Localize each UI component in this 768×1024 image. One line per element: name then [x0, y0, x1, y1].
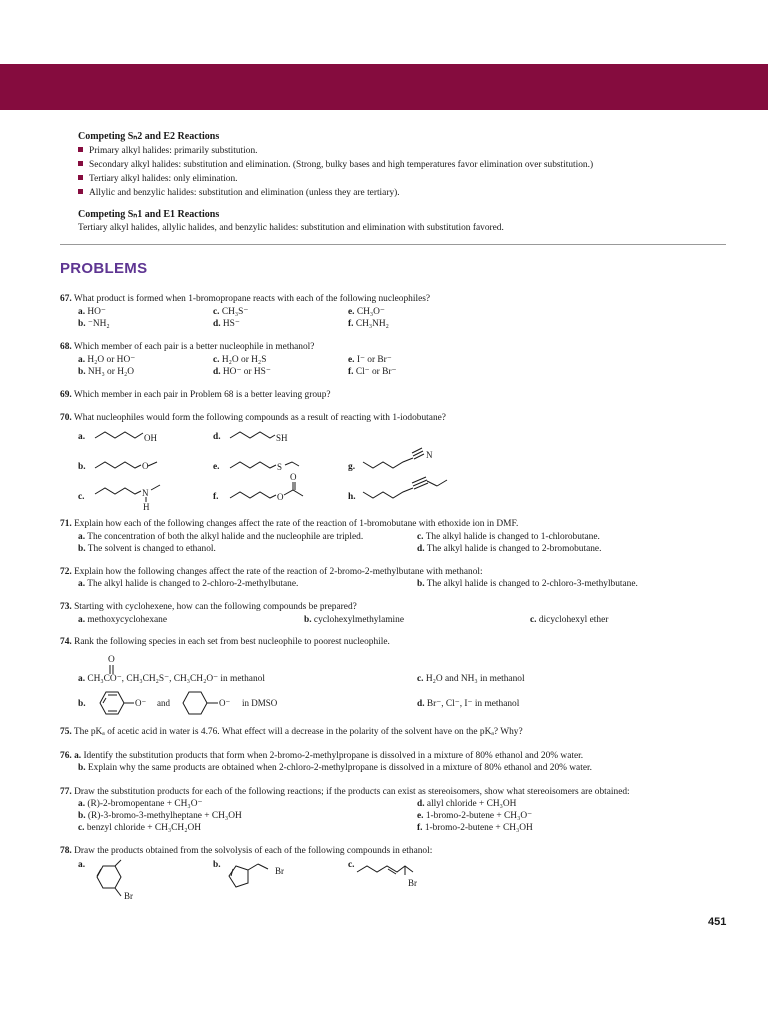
sn1-e1-text: Tertiary alkyl halides, allylic halides, and benzylic halides: substitution and elimination with substitution favored.	[78, 223, 504, 233]
item-letter: c.	[417, 674, 424, 684]
item-letter: a.	[78, 432, 86, 442]
label-oh: OH	[144, 433, 157, 443]
item-letter: b.	[78, 699, 86, 709]
item-letter: b.	[78, 544, 86, 554]
problems-heading: PROBLEMS	[60, 260, 148, 277]
problem-number: 69.	[60, 390, 72, 400]
item-letter: a.	[78, 355, 86, 365]
item-letter: f.	[348, 367, 354, 377]
bromine-label: Br	[275, 866, 284, 876]
item-text: methoxycyclohexane	[87, 615, 168, 625]
item-letter: b.	[417, 579, 425, 589]
item-text: CH₃NH₂	[355, 319, 389, 329]
problem-number: 73.	[60, 602, 72, 612]
item-text: Br⁻, Cl⁻, I⁻ in methanol	[426, 699, 520, 709]
item-text: 1-bromo-2-butene + CH₃OH	[424, 823, 533, 833]
item-text: (R)-3-bromo-3-methylheptane + CH₃OH	[87, 811, 242, 821]
item-letter: a.	[78, 860, 86, 870]
item-text: HO⁻ or HS⁻	[222, 367, 271, 377]
item-text: Explain why the same products are obtained when 2-chloro-2-methylpropane is dissolved in a mixture of 80% ethanol and 20% water.	[87, 763, 592, 773]
phenoxide-label: O⁻	[135, 698, 147, 708]
item-letter: d.	[417, 544, 425, 554]
item-letter: c.	[213, 355, 220, 365]
problem-stem: What product is formed when 1-bromopropane reacts with each of the following nucleophiles?	[73, 294, 431, 304]
carbonyl-o-label: O	[108, 655, 115, 665]
item-letter: e.	[348, 355, 355, 365]
problem-number: 70.	[60, 413, 72, 423]
item-text: allyl chloride + CH₃OH	[426, 799, 517, 809]
item-letter: b.	[213, 860, 221, 870]
label-ester-o: O	[277, 492, 284, 502]
item-text: HO⁻	[87, 307, 106, 317]
item-letter: d.	[213, 432, 221, 442]
item-letter: b.	[78, 811, 86, 821]
item-letter: a.	[74, 751, 82, 761]
bullet-text: Tertiary alkyl halides: only elimination.	[89, 174, 238, 184]
problem-number: 68.	[60, 342, 72, 352]
cyclohexoxide-label: O⁻	[219, 698, 231, 708]
problem-number: 77.	[60, 787, 72, 797]
label-sh: SH	[276, 433, 288, 443]
item-letter: b.	[78, 462, 86, 472]
item-text: The solvent is changed to ethanol.	[87, 544, 216, 554]
item-text: The alkyl halide is changed to 2-chloro-2-methylbutane.	[87, 579, 299, 589]
item-letter: a.	[78, 579, 86, 589]
item-text: The alkyl halide is changed to 2-chloro-3-methylbutane.	[426, 579, 638, 589]
item-text: The alkyl halide is changed to 2-bromobutane.	[426, 544, 602, 554]
item-letter: f.	[417, 823, 423, 833]
bullet-text: Primary alkyl halides: primarily substitution.	[89, 146, 258, 156]
label-carbonyl-o: O	[290, 472, 297, 482]
problem-stem: Draw the products obtained from the solvolysis of each of the following compounds in ethanol:	[74, 846, 433, 856]
item-text: Cl⁻ or Br⁻	[355, 367, 397, 377]
item-letter: c.	[213, 307, 220, 317]
label-n: N	[142, 488, 149, 498]
item-text: cyclohexylmethylamine	[313, 615, 404, 625]
problem-number: 78.	[60, 846, 72, 856]
and-label: and	[157, 698, 170, 708]
item-letter: e.	[348, 307, 355, 317]
bullet-text: Allylic and benzylic halides: substitution and elimination (unless they are tertiary).	[89, 188, 400, 198]
item-text: H₂O or H₂S	[221, 355, 267, 365]
item-text: ⁻NH₂	[87, 319, 110, 329]
item-text: dicyclohexyl ether	[538, 615, 609, 625]
label-nitrile-n: N	[426, 450, 433, 460]
item-text: 1-bromo-2-butene + CH₃O⁻	[425, 811, 533, 821]
item-letter: c.	[417, 532, 424, 542]
problem-stem: What nucleophiles would form the following compounds as a result of reacting with 1-iodobutane?	[73, 413, 446, 423]
item-letter: a.	[78, 799, 86, 809]
problem-number: 76.	[60, 751, 72, 761]
bromine-label: Br	[408, 878, 417, 888]
problem-number: 72.	[60, 567, 72, 577]
solvent-label: in DMSO	[242, 698, 278, 708]
problem-number: 67.	[60, 294, 72, 304]
item-letter: d.	[213, 367, 221, 377]
item-letter: b.	[78, 319, 86, 329]
bromine-label: Br	[124, 891, 133, 901]
problem-number: 74.	[60, 637, 72, 647]
item-letter: a.	[78, 615, 86, 625]
label-o: O	[142, 461, 149, 471]
label-s: S	[277, 462, 283, 472]
item-letter: d.	[417, 799, 425, 809]
item-letter: a.	[78, 307, 86, 317]
item-letter: g.	[348, 462, 356, 472]
problem-stem: Rank the following species in each set from best nucleophile to poorest nucleophile.	[74, 637, 390, 647]
item-text: benzyl chloride + CH₃CH₂OH	[86, 823, 202, 833]
item-text: (R)-2-bromopentane + CH₃O⁻	[87, 799, 203, 809]
problem-stem: Explain how the following changes affect the rate of the reaction of 2-bromo-2-methylbutane with methanol:	[74, 567, 483, 577]
sn2-e2-title: Competing Sₙ2 and E2 Reactions	[78, 131, 220, 142]
item-text: CH₃CO⁻, CH₃CH₂S⁻, CH₃CH₂O⁻ in methanol	[87, 674, 265, 684]
item-text: CH₃S⁻	[221, 307, 249, 317]
problem-number: 75.	[60, 727, 72, 737]
item-letter: c.	[78, 823, 85, 833]
problem-stem: Starting with cyclohexene, how can the following compounds be prepared?	[74, 602, 357, 612]
problem-stem: Explain how each of the following changes affect the rate of the reaction of 1-bromobutane with ethoxide ion in DMF.	[74, 519, 519, 529]
item-letter: b.	[78, 367, 86, 377]
problem-stem: Which member in each pair in Problem 68 is a better leaving group?	[73, 390, 331, 400]
item-text: Identify the substitution products that form when 2-bromo-2-methylpropane is dissolved in a mixture of 80% ethanol and 20% water.	[83, 751, 584, 761]
item-text: I⁻ or Br⁻	[356, 355, 392, 365]
item-letter: e.	[417, 811, 424, 821]
item-text: H₂O or HO⁻	[87, 355, 136, 365]
item-text: The alkyl halide is changed to 1-chlorobutane.	[425, 532, 600, 542]
page-number: 451	[708, 916, 727, 928]
item-letter: d.	[213, 319, 221, 329]
item-text: CH₃O⁻	[356, 307, 385, 317]
item-letter: b.	[304, 615, 312, 625]
problem-stem: The pKₐ of acetic acid in water is 4.76. What effect will a decrease in the polarity of the solvent have on the pKₐ? Why?	[73, 727, 523, 737]
item-letter: c.	[78, 492, 85, 502]
sn1-e1-title: Competing Sₙ1 and E1 Reactions	[78, 209, 220, 220]
item-text: H₂O and NH₃ in methanol	[425, 674, 525, 684]
problem-stem: Which member of each pair is a better nucleophile in methanol?	[73, 342, 315, 352]
item-letter: c.	[530, 615, 537, 625]
item-text: HS⁻	[222, 319, 240, 329]
item-letter: f.	[213, 492, 219, 502]
structure-78b	[229, 866, 248, 887]
item-letter: d.	[417, 699, 425, 709]
item-letter: c.	[348, 860, 355, 870]
bullet-text: Secondary alkyl halides: substitution and elimination. (Strong, bulky bases and high temperatures favor elimination over substitution.)	[89, 160, 594, 170]
item-letter: e.	[213, 462, 220, 472]
item-letter: h.	[348, 492, 356, 502]
problem-number: 71.	[60, 519, 72, 529]
problem-stem: Draw the substitution products for each of the following reactions; if the products can exist as stereoisomers, show what stereoisomers are obtained:	[74, 787, 630, 797]
item-letter: b.	[78, 763, 86, 773]
item-text: NH₃ or H₂O	[87, 367, 135, 377]
item-letter: a.	[78, 532, 86, 542]
item-letter: a.	[78, 674, 86, 684]
item-text: The concentration of both the alkyl halide and the nucleophile are tripled.	[87, 532, 364, 542]
label-h: H	[143, 502, 150, 512]
item-letter: f.	[348, 319, 354, 329]
